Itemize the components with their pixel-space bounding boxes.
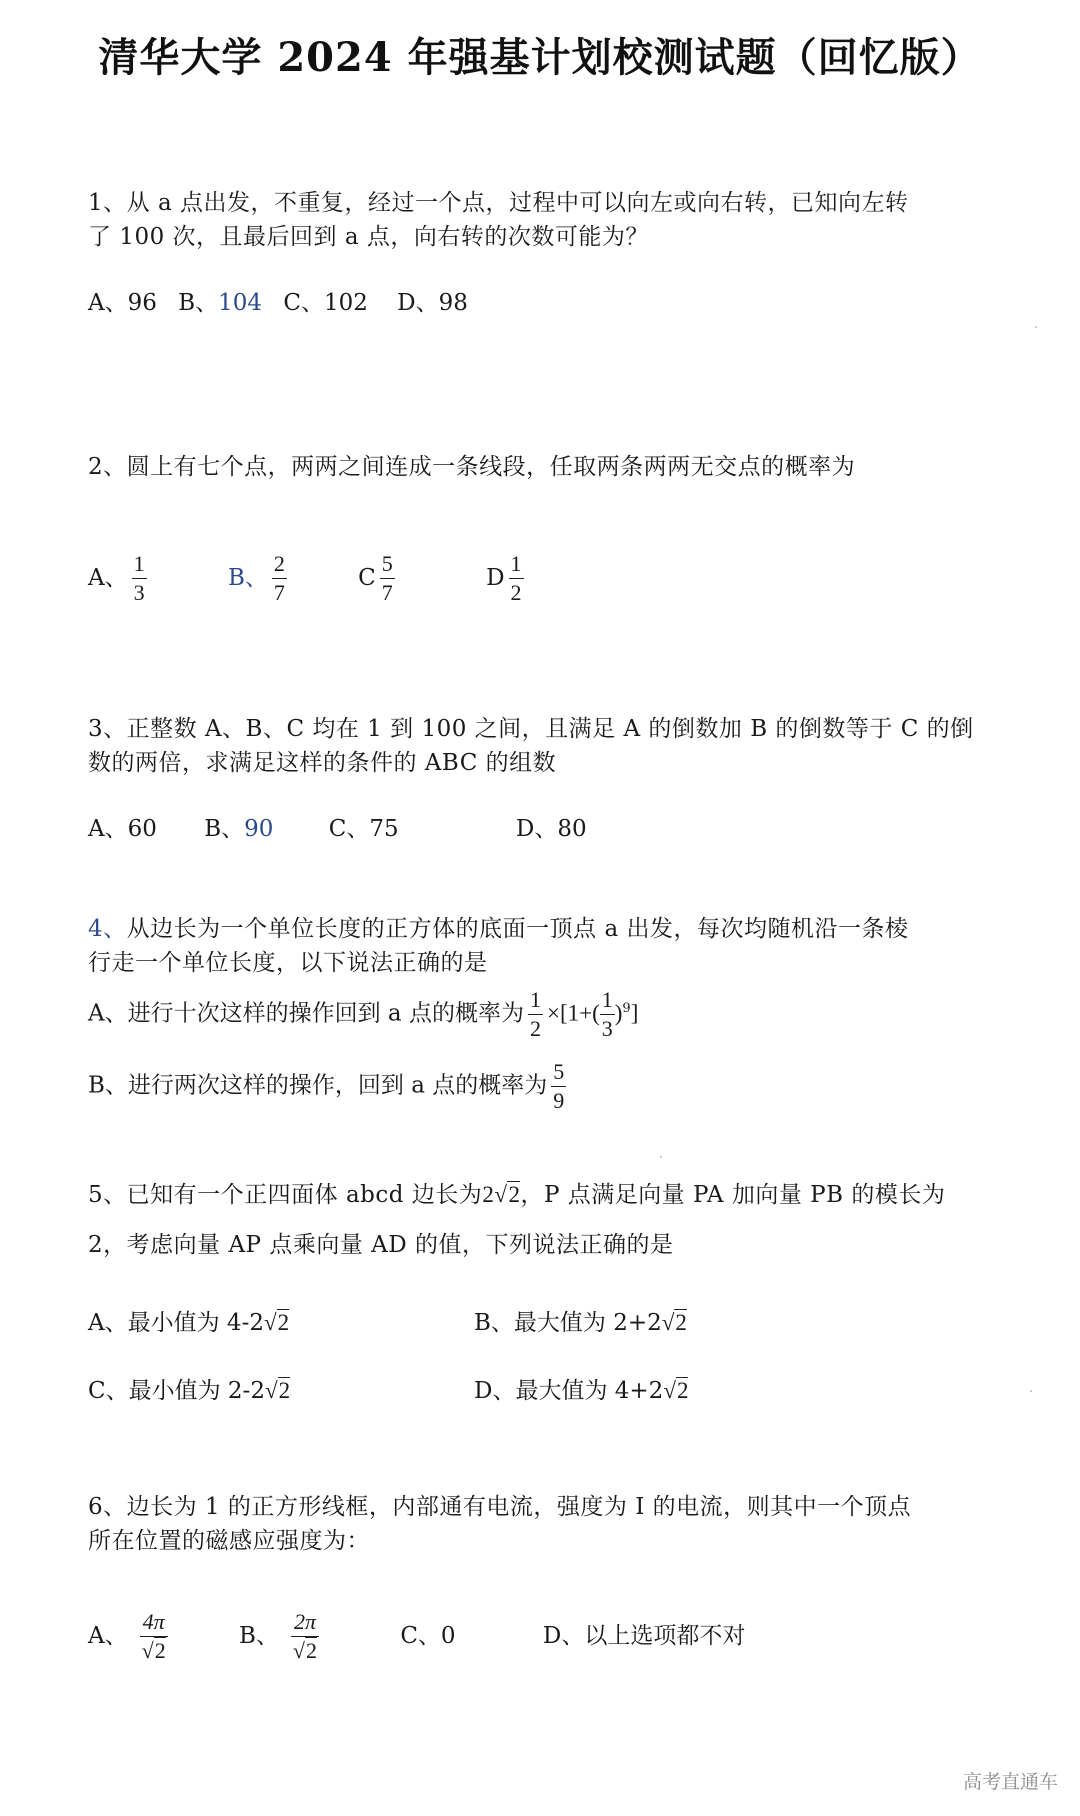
option-b: B、 $\frac{2\pi}{√2}$ bbox=[239, 1609, 317, 1663]
question-4 bbox=[88, 912, 998, 980]
question-3 bbox=[88, 712, 998, 780]
option-d: D $\frac{1}{2}$ bbox=[486, 551, 522, 605]
scan-speck bbox=[1030, 1390, 1032, 1392]
fraction: $\frac{1}{3}$ bbox=[601, 987, 613, 1041]
question-2 bbox=[88, 450, 998, 484]
question-1-options bbox=[88, 286, 468, 320]
question-4-line2: 行走一个单位长度，以下说法正确的是 bbox=[88, 950, 488, 976]
option-a: A、 $\frac{1}{3}$ bbox=[88, 551, 145, 605]
fraction: $\frac{2}{7}$ bbox=[273, 551, 285, 605]
fraction: $\frac{4\pi}{√2}$ bbox=[141, 1609, 166, 1663]
question-3-options bbox=[88, 812, 587, 846]
fraction: $\frac{5}{7}$ bbox=[381, 551, 393, 605]
option-c: C、0 bbox=[400, 1622, 456, 1649]
option-b: B、 $\frac{2}{7}$ bbox=[227, 551, 285, 605]
question-5-line1: 5、已知有一个正四面体 abcd 边长为2√2，P 点满足向量 PA 加向量 PB 的模长为 bbox=[88, 1182, 946, 1208]
option-a: A、 $\frac{4\pi}{√2}$ bbox=[88, 1609, 166, 1663]
option-a: A、96 bbox=[88, 290, 157, 316]
option-b: B、104 bbox=[178, 290, 263, 316]
question-5 bbox=[88, 1170, 998, 1270]
option-d: D、98 bbox=[397, 290, 468, 316]
sqrt-expression: 2√2 bbox=[482, 1182, 521, 1207]
question-5-option-d: D、最大值为 4+2√2 bbox=[474, 1378, 689, 1404]
question-5-option-b: B、最大值为 2+2√2 bbox=[474, 1310, 687, 1336]
question-3-line2: 数的两倍，求满足这样的条件的 ABC 的组数 bbox=[88, 750, 557, 776]
question-2-line1: 2、圆上有七个点，两两之间连成一条线段，任取两条两两无交点的概率为 bbox=[88, 454, 856, 480]
question-1 bbox=[88, 186, 998, 254]
question-5-line2: 2，考虑向量 AP 点乘向量 AD 的值，下列说法正确的是 bbox=[88, 1232, 674, 1258]
option-c: C、102 bbox=[283, 290, 368, 316]
option-d: D、80 bbox=[515, 816, 587, 842]
fraction: $\frac{1}{2}$ bbox=[510, 551, 522, 605]
fraction: $\frac{2\pi}{√2}$ bbox=[292, 1609, 317, 1663]
question-6-line2: 所在位置的磁感应强度为： bbox=[88, 1528, 370, 1554]
watermark: 高考直通车 bbox=[962, 1771, 1058, 1793]
question-1-line1: 1、从 a 点出发，不重复，经过一个点，过程中可以向左或向右转，已知向左转 bbox=[88, 190, 909, 216]
question-3-line1: 3、正整数 A、B、C 均在 1 到 100 之间，且满足 A 的倒数加 B 的倒数等于 C 的倒 bbox=[88, 716, 974, 742]
scan-speck bbox=[660, 1156, 662, 1158]
question-2-options bbox=[88, 552, 528, 605]
question-5-option-a: A、最小值为 4-2√2 bbox=[88, 1310, 290, 1336]
option-a: A、60 bbox=[88, 816, 157, 842]
fraction: $\frac{1}{2}$ bbox=[529, 987, 541, 1041]
scan-speck bbox=[1035, 326, 1037, 328]
question-1-line2: 了 100 次，且最后回到 a 点，向右转的次数可能为？ bbox=[88, 224, 649, 250]
question-6-line1: 6、边长为 1 的正方形线框，内部通有电流，强度为 I 的电流，则其中一个顶点 bbox=[88, 1494, 912, 1520]
question-4-line1: 4、从边长为一个单位长度的正方体的底面一顶点 a 出发，每次均随机沿一条棱 bbox=[88, 916, 909, 942]
question-4-option-b: B、进行两次这样的操作，回到 a 点的概率为 $\frac{5}{9}$ bbox=[88, 1059, 565, 1113]
question-6-options bbox=[88, 1610, 745, 1663]
question-6 bbox=[88, 1490, 998, 1558]
option-d: D、以上选项都不对 bbox=[542, 1622, 746, 1649]
fraction: $\frac{1}{3}$ bbox=[133, 551, 145, 605]
option-c: C、75 bbox=[328, 816, 399, 842]
page-title: 清华大学 2024 年强基计划校测试题（回忆版） bbox=[98, 34, 982, 81]
question-5-option-c: C、最小值为 2-2√2 bbox=[88, 1378, 291, 1404]
option-b: B、90 bbox=[204, 816, 274, 842]
option-c: C $\frac{5}{7}$ bbox=[358, 551, 393, 605]
question-4-option-a: A、进行十次这样的操作回到 a 点的概率为 $\frac{1}{2}$ ×[1+( $\frac{1}{3}$ )$^9$] bbox=[88, 987, 639, 1041]
fraction: $\frac{5}{9}$ bbox=[553, 1059, 565, 1113]
